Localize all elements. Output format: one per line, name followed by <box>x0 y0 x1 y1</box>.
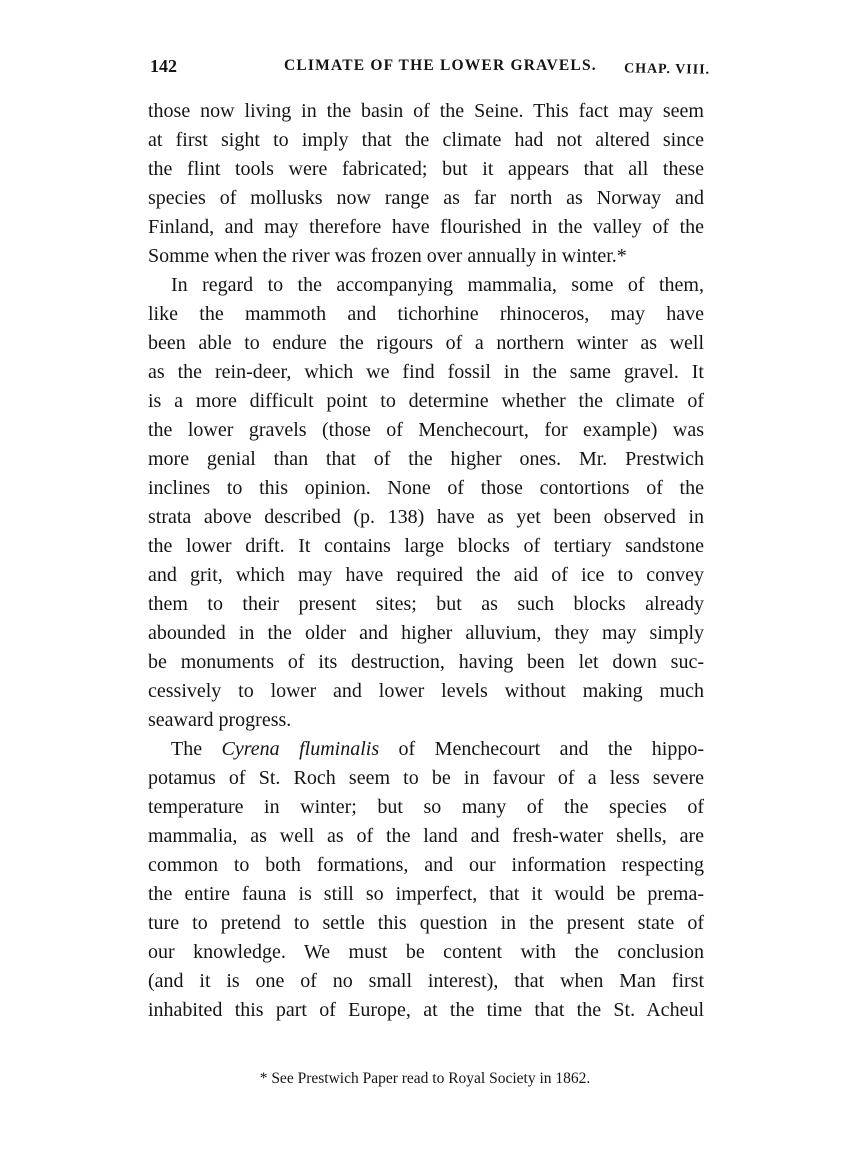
text-line: temperature in winter; but so many of the species of <box>148 796 704 818</box>
text-line: the lower drift. It contains large blocks of tertiary sandstone <box>148 535 704 557</box>
text-line: common to both formations, and our information respecting <box>148 854 704 876</box>
text-line: species of mollusks now range as far north as Norway and <box>148 187 704 209</box>
species-name: Cyrena fluminalis <box>221 738 380 760</box>
text-line: Finland, and may therefore have flourished in the valley of the <box>148 216 704 238</box>
text-line: the entire fauna is still so imperfect, that it would be prema- <box>148 883 704 905</box>
text-line: them to their present sites; but as such blocks already <box>148 593 704 615</box>
running-title: CLIMATE OF THE LOWER GRAVELS. <box>284 57 597 74</box>
text-line: (and it is one of no small interest), that when Man first <box>148 970 704 992</box>
text-line: strata above described (p. 138) have as yet been observed in <box>148 506 704 528</box>
text-line: like the mammoth and tichorhine rhinoceros, may have <box>148 303 704 325</box>
chapter-label: CHAP. VIII. <box>623 61 711 78</box>
text-line: The Cyrena fluminalis of Menchecourt and the hippo- <box>171 738 704 760</box>
body-text <box>148 97 704 1025</box>
text-line: the flint tools were fabricated; but it appears that all these <box>148 158 704 180</box>
page-number: 142 <box>150 56 177 76</box>
text-line: the lower gravels (those of Menchecourt, for example) was <box>148 419 704 441</box>
text-line: at first sight to imply that the climate had not altered since <box>148 129 704 151</box>
text-line: as the rein-deer, which we find fossil in the same gravel. It <box>148 361 704 383</box>
text-line: inclines to this opinion. None of those contortions of the <box>148 477 704 499</box>
text-line: be monuments of its destruction, having been let down suc- <box>148 651 704 673</box>
text-line: is a more difficult point to determine whether the climate of <box>148 390 704 412</box>
text-line: our knowledge. We must be content with the conclusion <box>148 941 704 963</box>
text-line: inhabited this part of Europe, at the time that the St. Acheul <box>148 999 704 1021</box>
text-line: potamus of St. Roch seem to be in favour of a less severe <box>148 767 704 789</box>
text-line: abounded in the older and higher alluvium, they may simply <box>148 622 704 644</box>
text-line: ture to pretend to settle this question in the present state of <box>148 912 704 934</box>
text-line: In regard to the accompanying mammalia, some of them, <box>171 274 704 296</box>
text-line: cessively to lower and lower levels without making much <box>148 680 704 702</box>
text-line: been able to endure the rigours of a northern winter as well <box>148 332 704 354</box>
text-line: mammalia, as well as of the land and fresh-water shells, are <box>148 825 704 847</box>
text-line: seaward progress. <box>148 709 292 731</box>
text-line: those now living in the basin of the Seine. This fact may seem <box>148 100 704 122</box>
running-header <box>150 52 710 84</box>
footnote: * See Prestwich Paper read to Royal Society in 1862. <box>259 1070 591 1087</box>
text-line: more genial than that of the higher ones. Mr. Prestwich <box>148 448 704 470</box>
text-line: Somme when the river was frozen over annually in winter.* <box>148 245 627 267</box>
text-line: and grit, which may have required the aid of ice to convey <box>148 564 704 586</box>
